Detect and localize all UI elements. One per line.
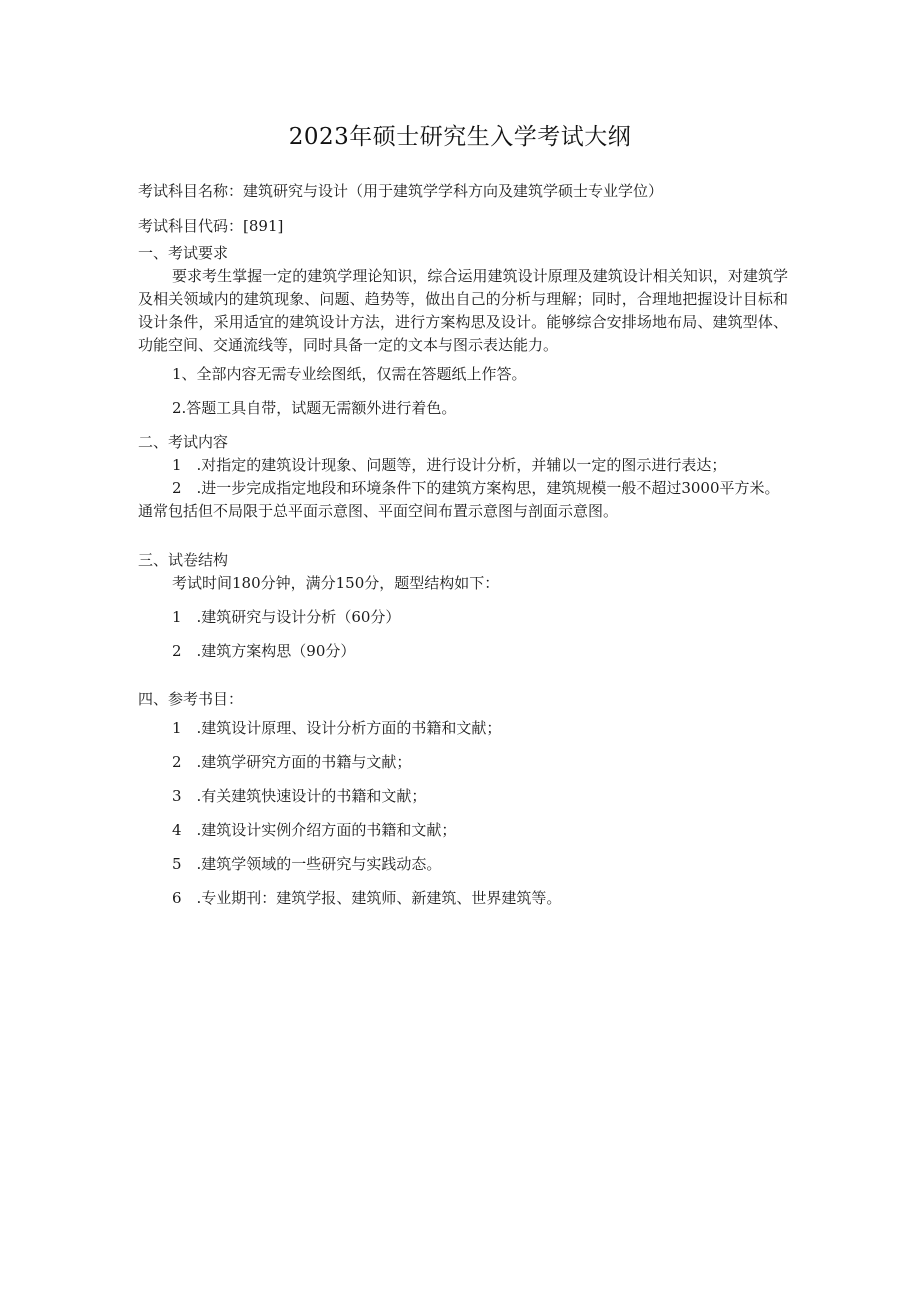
requirements-list: [138, 363, 788, 420]
subject-code-line: 考试科目代码：[891]: [138, 217, 284, 235]
subject-name-line: 考试科目名称：建筑研究与设计（用于建筑学学科方向及建筑学硕士专业学位）: [138, 182, 664, 200]
section-heading-structure: 三、试卷结构: [138, 551, 229, 569]
section-heading-references: 四、参考书目：: [138, 690, 244, 708]
list-item: 3 .有关建筑快速设计的书籍和文献；: [172, 787, 427, 805]
list-item: 2.答题工具自带，试题无需额外进行着色。: [172, 399, 457, 417]
list-item: 2 .建筑学研究方面的书籍与文献；: [172, 753, 412, 771]
list-item: 4 .建筑设计实例介绍方面的书籍和文献；: [172, 821, 457, 839]
section-heading-requirements: 一、考试要求: [138, 244, 229, 262]
structure-list: [138, 572, 788, 663]
list-item: 6 .专业期刊：建筑学报、建筑师、新建筑、世界建筑等。: [172, 889, 562, 907]
references-list: [138, 717, 788, 910]
requirements-paragraph: 要求考生掌握一定的建筑学理论知识，综合运用建筑设计原理及建筑设计相关知识，对建筑学及相关领域内的建筑现象、问题、趋势等，做出自己的分析与理解；同时，合理地把握设计目标和设计条件，采用适宜的建筑设计方法，进行方案构思及设计。能够综合安排场地布局、建筑型体、功能空间、交通流线等，同时具备一定的文本与图示表达能力。: [138, 267, 788, 354]
document-body: [138, 180, 788, 921]
content-list: [138, 454, 788, 523]
list-item: 2 .建筑方案构思（90分）: [172, 642, 356, 660]
document-title: 2023年硕士研究生入学考试大纲: [288, 124, 632, 150]
list-item: 2 .进一步完成指定地段和环境条件下的建筑方案构思，建筑规模一般不超过3000平方米。通常包括但不局限于总平面示意图、平面空间布置示意图与剖面示意图。: [138, 479, 780, 520]
list-item: 1 .对指定的建筑设计现象、问题等，进行设计分析，并辅以一定的图示进行表达；: [172, 456, 727, 474]
structure-intro: 考试时间180分钟，满分150分，题型结构如下：: [172, 574, 500, 592]
list-item: 1、全部内容无需专业绘图纸，仅需在答题纸上作答。: [172, 365, 527, 383]
list-item: 1 .建筑研究与设计分析（60分）: [172, 608, 401, 626]
list-item: 1 .建筑设计原理、设计分析方面的书籍和文献；: [172, 719, 502, 737]
section-heading-content: 二、考试内容: [138, 433, 229, 451]
list-item: 5 .建筑学领域的一些研究与实践动态。: [172, 855, 442, 873]
